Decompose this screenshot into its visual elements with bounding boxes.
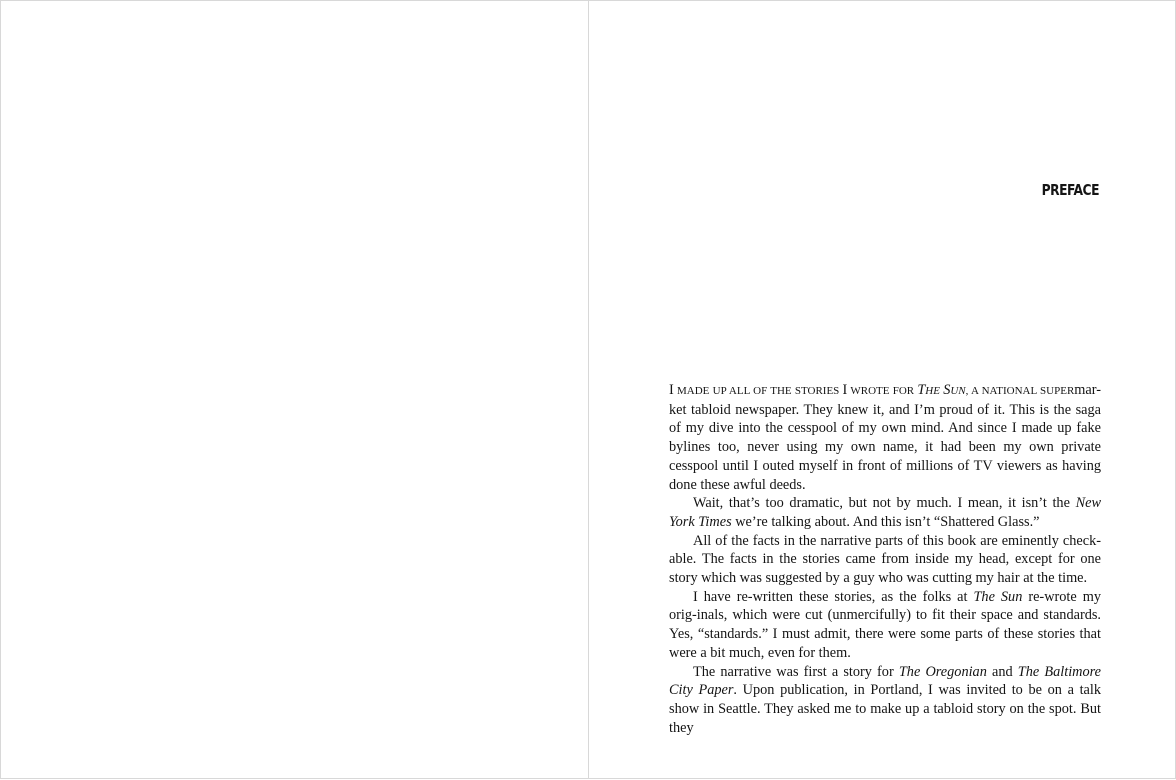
- paragraph-5-text-1: The narrative was first a story for: [693, 663, 899, 680]
- paragraph-2: [669, 494, 1101, 531]
- paragraph-1-lead-small-caps-2: WROTE FOR: [847, 385, 918, 397]
- paragraph-5: [669, 663, 1101, 738]
- right-page: [588, 0, 1176, 779]
- paragraph-1-title-initial-2: S: [943, 382, 951, 398]
- paragraph-3-text: All of the facts in the narrative parts of this book are eminently check-able. The facts in the stories came from inside my head, except for one story which was suggested by a guy who was cutting my hair at the time.: [669, 532, 1101, 587]
- paragraph-1-title-initial-1: T: [917, 382, 926, 398]
- paragraph-4-text-1: I have re-written these stories, as the folks at: [693, 588, 974, 605]
- paragraph-1-lead-small-caps-3: , A NATIONAL SUPER: [965, 385, 1075, 397]
- paragraph-1-title-the-sun: [917, 382, 965, 398]
- paragraph-1-title-small-caps-1: HE: [925, 385, 944, 397]
- paragraph-2-text-1: Wait, that’s too dramatic, but not by much. I mean, it isn’t the: [693, 495, 1076, 512]
- paragraph-2-italic-1: New York Times: [669, 495, 1101, 530]
- paragraph-1-lead-small-caps-1: MADE UP ALL OF THE STORIES: [673, 385, 843, 397]
- paragraph-1-lead-initial-2: I: [842, 382, 848, 398]
- paragraph-5-text-3: . Upon publication, in Portland, I was invited to be on a talk show in Seattle. They asked me to make up a tabloid story on the spot. But they: [669, 682, 1102, 736]
- paragraph-1-lead-initial-1: I: [669, 382, 674, 398]
- paragraph-4: [669, 588, 1101, 663]
- paragraph-4-text-2: re-wrote my orig-inals, which were cut (unmercifully) to fit their space and standards. Yes, “standards.” I must admit, there were some parts of these stories that were a bit much, even for them.: [669, 588, 1101, 661]
- paragraph-5-italic-2: The Baltimore City Paper: [669, 663, 1102, 699]
- paragraph-1-text: mar-ket tabloid newspaper. They knew it, and I’m proud of it. This is the saga of my dive into the cesspool of my own mind. And since I made up fake bylines too, never using my own name, it had been my own private cesspool until I outed myself in front of millions of TV viewers as having done these awful deeds.: [669, 382, 1101, 493]
- paragraph-1: [669, 381, 1101, 494]
- preface-body: [669, 381, 1101, 737]
- paragraph-3: [669, 532, 1101, 588]
- paragraph-2-text-2: we’re talking about. And this isn’t “Shattered Glass.”: [731, 513, 1040, 530]
- paragraph-5-italic-1: The Oregonian: [898, 663, 987, 680]
- paragraph-4-italic-1: The Sun: [973, 588, 1023, 605]
- paragraph-5-text-2: and: [986, 663, 1018, 680]
- paragraph-1-title-small-caps-2: UN: [950, 385, 966, 397]
- chapter-heading: PREFACE: [1041, 181, 1099, 199]
